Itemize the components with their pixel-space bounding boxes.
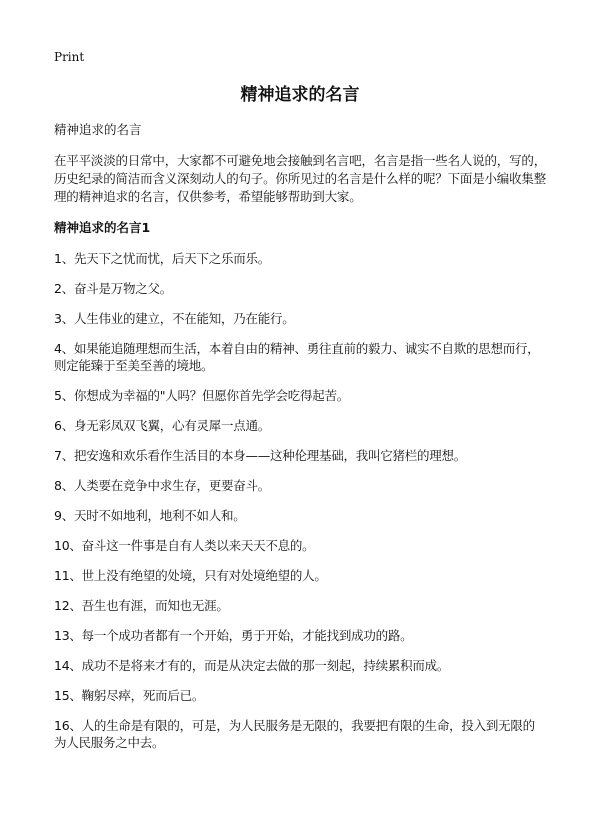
- quote-item: 1、先天下之忧而忧，后天下之乐而乐。: [54, 251, 270, 266]
- print-link[interactable]: Print: [54, 50, 85, 64]
- quote-item: 10、奋斗这一件事是自有人类以来天天不息的。: [54, 538, 315, 553]
- quote-item: 13、每一个成功者都有一个开始，勇于开始，才能找到成功的路。: [54, 628, 413, 643]
- quote-item: 9、天时不如地利，地利不如人和。: [54, 508, 246, 523]
- quote-item: 14、成功不是将来才有的，而是从决定去做的那一刻起，持续累积而成。: [54, 658, 450, 673]
- quote-item: 5、你想成为幸福的"人吗？但愿你首先学会吃得起苦。: [54, 388, 349, 403]
- intro-paragraph: 在平平淡淡的日常中，大家都不可避免地会接触到名言吧，名言是指一些名人说的，写的，历史纪录的简洁而含义深刻动人的句子。你所见过的名言是什么样的呢？下面是小编收集整理的精神追求的名言，仅供参考，希望能够帮助到大家。: [54, 153, 547, 204]
- section-heading: 精神追求的名言1: [54, 220, 151, 235]
- article-subtitle: 精神追求的名言: [54, 122, 142, 137]
- quote-item: 3、人生伟业的建立，不在能知，乃在能行。: [54, 311, 295, 326]
- quote-item: 11、世上没有绝望的处境，只有对处境绝望的人。: [54, 568, 327, 583]
- quote-item: 12、吾生也有涯，而知也无涯。: [54, 598, 229, 613]
- quote-item: 8、人类要在竞争中求生存，更要奋斗。: [54, 478, 270, 493]
- quote-list: [54, 250, 546, 751]
- quote-item: 4、如果能追随理想而生活，本着自由的精神、勇往直前的毅力、诚实不自欺的思想而行，则定能臻于至美至善的境地。: [54, 341, 540, 373]
- quote-item: 6、身无彩凤双飞翼，心有灵犀一点通。: [54, 418, 270, 433]
- quote-item: 7、把安逸和欢乐看作生活目的本身——这种伦理基础，我叫它猪栏的理想。: [54, 448, 466, 463]
- quote-item: 2、奋斗是万物之父。: [54, 281, 172, 296]
- quote-item: 15、鞠躬尽瘁，死而后已。: [54, 688, 205, 703]
- page-title: 精神追求的名言: [240, 85, 360, 105]
- quote-item: 16、人的生命是有限的，可是，为人民服务是无限的，我要把有限的生命，投入到无限的为人民服务之中去。: [54, 718, 535, 750]
